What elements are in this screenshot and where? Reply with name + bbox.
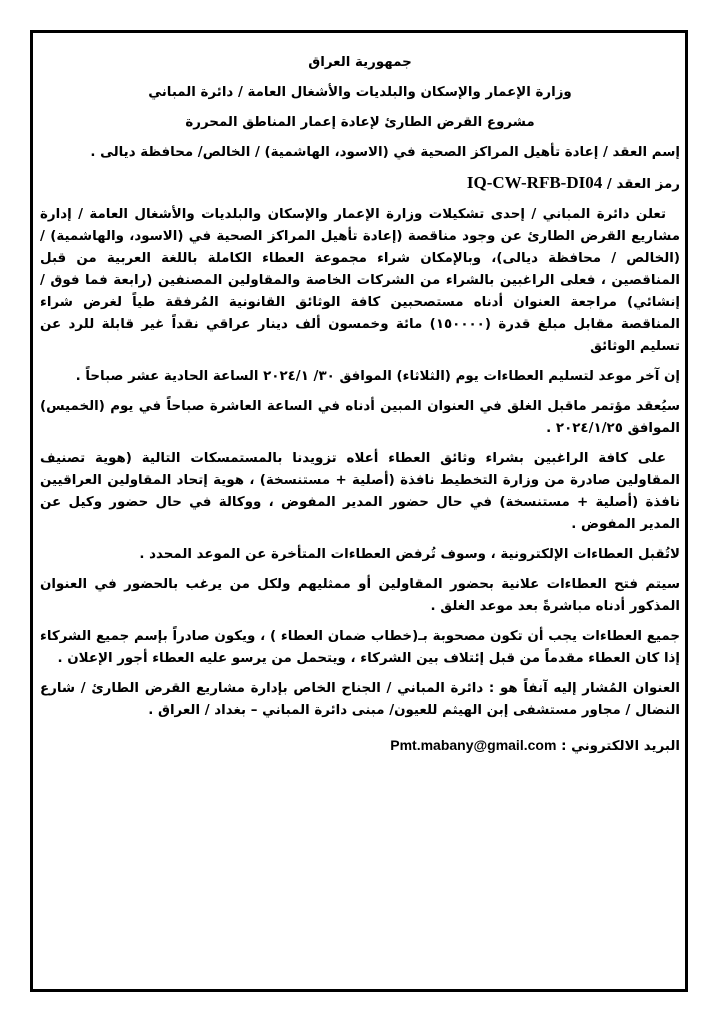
- email-line: [40, 734, 680, 758]
- deadline-paragraph: إن آخر موعد لتسليم العطاءات يوم (الثلاثاء) الموافق ٣٠/ ٢٠٢٤/١ الساعة الحادية عشر صباحاً .: [75, 369, 680, 384]
- announcement-paragraph: تعلن دائرة المباني / إحدى تشكيلات وزارة الإعمار والإسكان والبلديات والأشغال العامة / إدارة مشاريع القرض الطارئ عن وجود مناقصة (إعادة تأهيل المراكز الصحية في (الاسود، والهاشمية) / (الخالص / محافظة ديالى)، وبالإمكان شراء مجموعة العطاء الكاملة باللغة العربية من قبل المناقصين ، فعلى الراغبين بالشراء من الشركات الخاصة والمقاولين المصنفين (رابعة فما فوق / إنشائي) مراجعة العنوان أدناه مستصحبين كافة الوثائق القانونية المُرفقة طياً لغرض شراء المناقصة مقابل مبلغ قدرة (١٥٠٠٠٠) مائة وخمسون ألف دينار عراقي نقداً غير قابلة للرد عن تسليم الوثائق: [40, 207, 680, 354]
- contract-code-label: رمز العقد /: [606, 177, 680, 192]
- electronic-bids-paragraph: لاتُقبل العطاءات الإلكترونية ، وسوف تُرفض العطاءات المتأخرة عن الموعد المحدد .: [139, 547, 680, 562]
- contract-name: إسم العقد / إعادة تأهيل المراكز الصحية في (الاسود، الهاشمية) / الخالص/ محافظة ديالى .: [90, 145, 680, 160]
- documents-paragraph: على كافة الراغبين بشراء وثائق العطاء أعلاه تزويدنا بالمستمسكات التالية (هوية تصنيف المقاولين صادرة من وزارة التخطيط نافذة (أصلية + مستنسخة) ، هوية إتحاد المقاولين العراقيين نافذة (أصلية + مستنسخة) في حال حضور المدير المفوض ، ووكالة في حال حضور وكيل عن المدير المفوض .: [40, 451, 680, 532]
- address-paragraph: العنوان المُشار إليه آنفاً هو : دائرة المباني / الجناح الخاص بإدارة مشاريع القرض الطارئ / شارع النضال / مجاور مستشفى إبن الهيثم للعيون/ مبنى دائرة المباني – بغداد / العراق .: [40, 681, 680, 718]
- email-label: البريد الالكتروني :: [561, 739, 680, 754]
- project-heading: مشروع القرض الطارئ لإعادة إعمار المناطق المحررة: [185, 115, 535, 130]
- opening-paragraph: سيتم فتح العطاءات علانية بحضور المقاولين أو ممثليهم ولكل من يرغب بالحضور في العنوان المذكور أدناه مباشرةً بعد موعد الغلق .: [40, 577, 680, 614]
- ministry-heading: وزارة الإعمار والإسكان والبلديات والأشغال العامة / دائرة المباني: [148, 85, 572, 100]
- email-address[interactable]: Pmt.mabany@gmail.com: [390, 737, 557, 753]
- document-body: [40, 44, 680, 758]
- contract-code-line: [40, 172, 680, 196]
- guarantee-paragraph: جميع العطاءات يجب أن تكون مصحوبة بـ(خطاب ضمان العطاء ) ، ويكون صادراً بإسم جميع الشركاء إذا كان العطاء مقدماً من قبل إئتلاف بين الشركاء ، ويتحمل من يرسو عليه العطاء أجور الإعلان .: [40, 629, 680, 666]
- country-heading: جمهورية العراق: [308, 55, 412, 70]
- conference-paragraph: سيُعقد مؤتمر ماقبل الغلق في العنوان المبين أدناه في الساعة العاشرة صباحاً في يوم (الخميس) الموافق ٢٠٢٤/١/٢٥ .: [40, 399, 680, 436]
- contract-code-value: IQ-CW-RFB-DI04: [466, 173, 603, 192]
